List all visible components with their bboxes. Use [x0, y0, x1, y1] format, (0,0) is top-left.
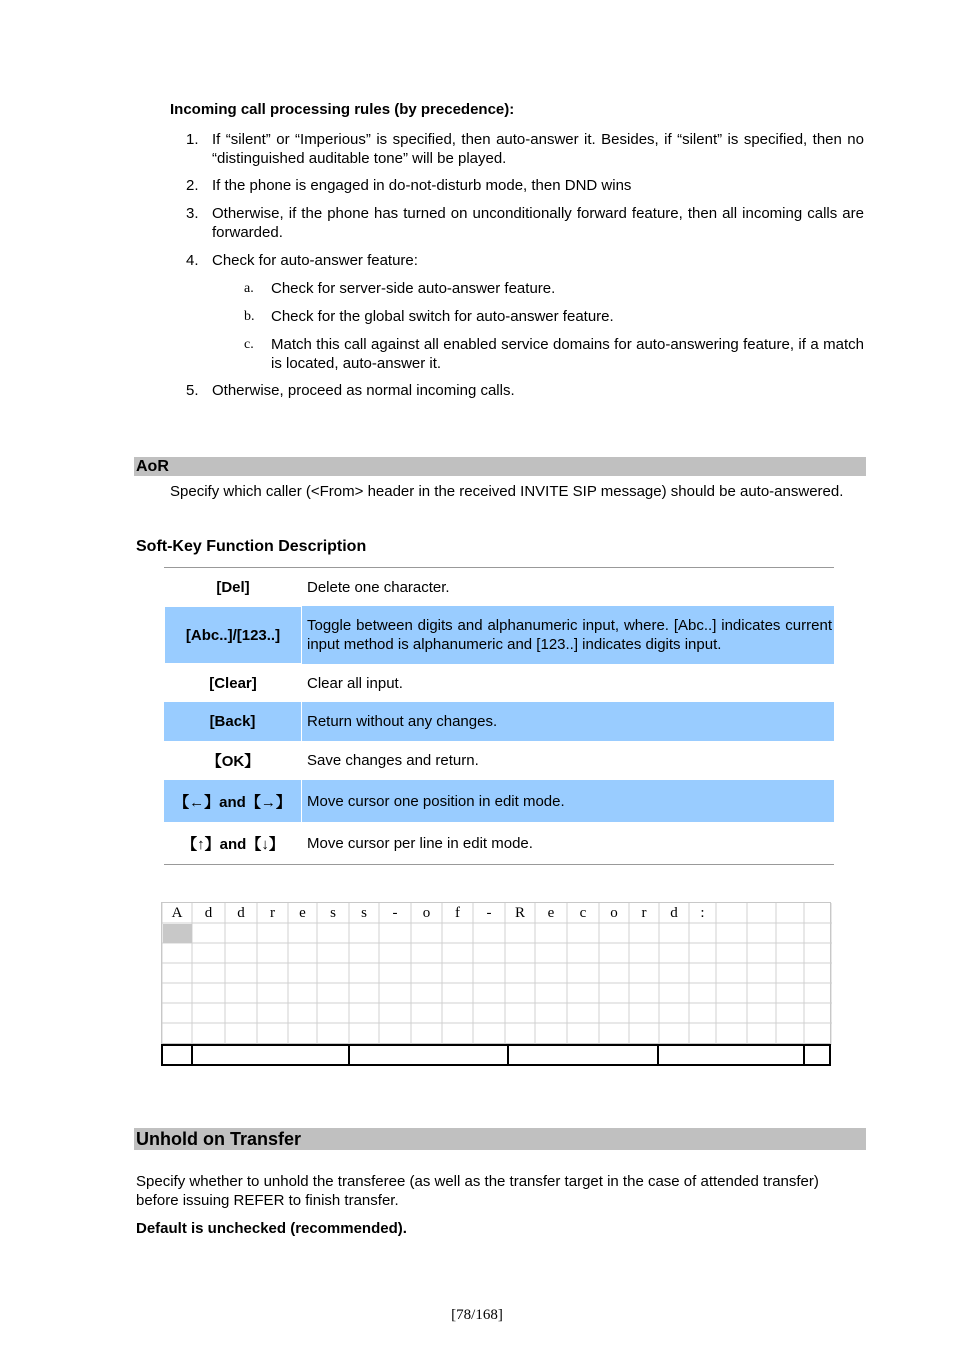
lcd-char: e [299, 905, 306, 921]
softkey-key: 【OK】 [206, 753, 260, 770]
lcd-softkey-divider [657, 1046, 659, 1064]
rule-subitem-b [244, 307, 864, 326]
rule-text: Check for auto-answer feature: [212, 252, 418, 269]
softkey-desc: Delete one character. [307, 578, 450, 596]
lcd-char: e [547, 905, 555, 921]
rule-item-3 [186, 204, 864, 242]
lcd-char: A [171, 905, 183, 921]
lcd-cursor [163, 924, 192, 943]
lcd-char: r [641, 905, 647, 921]
softkey-row [164, 741, 834, 780]
unhold-default-note: Default is unchecked (recommended). [136, 1220, 407, 1237]
section-title-unhold: Unhold on Transfer [134, 1128, 866, 1150]
rule-subitem-c [244, 335, 864, 373]
lcd-char: d [204, 905, 213, 921]
section-title-aor: AoR [134, 457, 866, 476]
softkey-row [164, 822, 834, 864]
softkey-desc: Save changes and return. [307, 752, 479, 769]
softkey-row [164, 664, 834, 702]
softkey-key: 【←】and【→】 [164, 780, 302, 822]
rule-item-5 [186, 381, 864, 400]
lcd-char: r [270, 905, 275, 921]
softkey-key: [Clear] [209, 674, 257, 692]
lcd-char: f [455, 905, 460, 921]
softkey-row [164, 606, 834, 664]
lcd-char: s [330, 905, 336, 921]
lcd-char: o [422, 905, 431, 921]
rule-text: If the phone is engaged in do-not-disturb mode, then DND wins [212, 177, 632, 194]
subitem-text: Match this call against all enabled service domains for auto-answering feature, if a match is located, auto-answer it. [271, 336, 864, 372]
lcd-softkey-divider [348, 1046, 350, 1064]
lcd-char: R [514, 905, 525, 921]
lcd-grid [161, 902, 831, 1044]
softkey-key: [Back] [164, 702, 302, 741]
softkey-heading: Soft-Key Function Description [136, 538, 367, 555]
rule-text: Otherwise, if the phone has turned on unconditionally forward feature, then all incoming calls are forwarded. [212, 205, 864, 241]
lcd-softkey-bar [161, 1044, 831, 1066]
rule-text: Otherwise, proceed as normal incoming calls. [212, 382, 515, 399]
lcd-char: - [392, 905, 398, 921]
rule-number: 1. [186, 131, 199, 148]
softkey-key: 【↑】and【↓】 [182, 835, 284, 853]
rule-number: 3. [186, 205, 199, 222]
subitem-letter: b. [244, 309, 255, 324]
rule-item-1 [186, 130, 864, 168]
rule-item-2 [186, 176, 864, 195]
lcd-char: s [361, 905, 367, 921]
rule-subitem-a [244, 279, 864, 298]
softkey-desc: Clear all input. [307, 674, 403, 692]
softkey-key: [Abc..]/[123..] [164, 606, 302, 664]
lcd-softkey-divider [191, 1046, 193, 1064]
subitem-letter: a. [244, 281, 254, 296]
lcd-gridlines [162, 903, 832, 1045]
lcd-softkey-divider [507, 1046, 509, 1064]
rule-number: 5. [186, 382, 199, 399]
softkey-desc: Move cursor one position in edit mode. [307, 792, 565, 810]
lcd-char: d [237, 905, 245, 921]
subitem-text: Check for server-side auto-answer feature. [271, 280, 556, 297]
lcd-softkey-divider [803, 1046, 805, 1064]
lcd-char: - [486, 905, 492, 921]
rule-item-4 [186, 251, 864, 270]
lcd-char: c [579, 905, 587, 921]
softkey-desc: Return without any changes. [307, 713, 498, 730]
softkey-key: [Del] [216, 578, 250, 596]
lcd-char: o [610, 905, 618, 921]
rule-number: 2. [186, 177, 199, 194]
subitem-letter: c. [244, 337, 254, 352]
unhold-description: Specify whether to unhold the transferee (as well as the transfer target in the case of attended transfer) before issuing REFER to finish transfer. [136, 1173, 819, 1209]
lcd-char: d [670, 905, 678, 921]
lcd-screen [161, 902, 831, 1066]
softkey-desc: Toggle between digits and alphanumeric input, where. [Abc..] indicates current input method is alphanumeric and [123..] indicates digits input. [307, 617, 832, 653]
rules-heading: Incoming call processing rules (by precedence): [170, 101, 515, 118]
softkey-row [164, 780, 834, 822]
rule-text: If “silent” or “Imperious” is specified, then auto-answer it. Besides, if “silent” is specified, then no “distinguished auditable tone” will be played. [212, 131, 864, 167]
softkey-table [164, 567, 834, 865]
softkey-row [164, 568, 834, 606]
subitem-text: Check for the global switch for auto-answer feature. [271, 308, 614, 325]
aor-description: Specify which caller (<From> header in the received INVITE SIP message) should be auto-answered. [170, 483, 844, 500]
softkey-row [164, 702, 834, 741]
lcd-char: : [700, 905, 705, 921]
softkey-desc: Move cursor per line in edit mode. [307, 834, 533, 852]
page-number: [78/168] [451, 1307, 503, 1323]
rule-number: 4. [186, 252, 199, 269]
